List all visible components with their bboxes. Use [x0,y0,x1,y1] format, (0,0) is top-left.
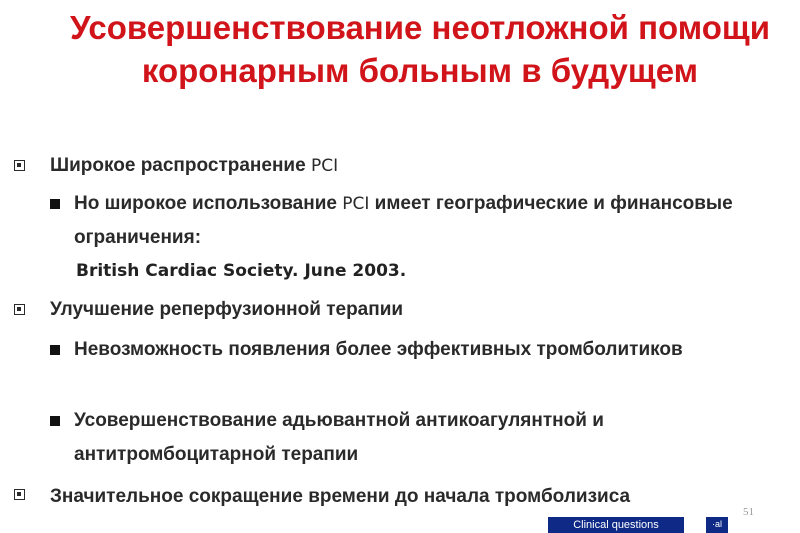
square-bullet-icon [14,160,25,171]
nav-button[interactable]: ·al [706,517,728,533]
filled-square-bullet-icon [50,199,60,209]
pci-label: PCI [310,156,339,176]
square-bullet-icon [14,304,25,315]
subbullet-text: Невозможность появления более эффективных тромболитиков [74,339,683,360]
bullet-text: Значительное сокращение времени до начала тромболизиса [50,486,631,507]
subbullet-pci-limits [74,187,754,255]
subbullet-adjuvant [74,404,754,472]
page-number: 51 [743,506,754,518]
square-bullet-icon [14,489,25,500]
bullet-time-reduction [50,480,650,514]
bullet-text: Широкое распространение [50,155,306,176]
subbullet-text: Усовершенствование адьювантной антикоагулянтной и антитромбоцитарной терапии [74,410,604,465]
slide-title: Усовершенствование неотложной помощи коронарным больным в будущем [69,9,771,89]
pci-label: PCI [342,194,370,214]
subbullet-thrombolytics [74,333,754,367]
source-citation: British Cardiac Society. June 2003. [76,261,407,281]
bullet-reperfusion [50,296,403,324]
subbullet-text-part1: Но широкое использование [74,193,337,214]
clinical-questions-button[interactable]: Clinical questions [548,517,684,533]
bullet-pci-spread [50,152,338,180]
bullet-text: Улучшение реперфузионной терапии [50,299,404,320]
filled-square-bullet-icon [50,345,60,355]
filled-square-bullet-icon [50,416,60,426]
subbullet-text-part2: имеет географические и финансовые ограничения: [74,193,733,248]
